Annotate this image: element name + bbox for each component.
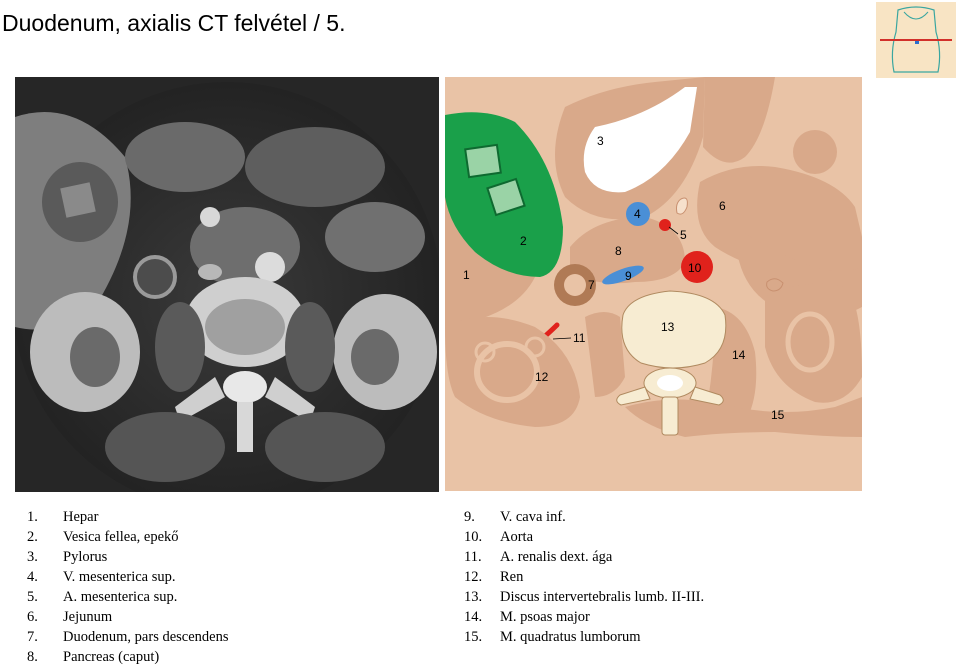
legend-item [27, 607, 229, 627]
diagram-label-5: 5 [680, 228, 687, 242]
diagram-label-1: 1 [463, 268, 470, 282]
legend-item [464, 587, 704, 607]
ct-duodenum [135, 257, 175, 297]
legend-number: 10. [464, 529, 483, 545]
legend-left [27, 507, 229, 667]
ct-smv [200, 207, 220, 227]
diagram-label-15: 15 [771, 408, 785, 422]
diagram-label-4: 4 [634, 207, 641, 221]
ct-aorta [255, 252, 285, 282]
legend-label: Pancreas (caput) [63, 649, 160, 665]
legend-label: Vesica fellea, epekő [63, 529, 179, 545]
page-title: Duodenum, axialis CT felvétel / 5. [2, 10, 346, 36]
diagram-label-12: 12 [535, 370, 549, 384]
legend-label: Duodenum, pars descendens [63, 629, 229, 645]
legend-label: Hepar [63, 509, 99, 525]
legend-number: 5. [27, 589, 38, 605]
diagram-label-11: 11 [573, 331, 586, 345]
sma-vessel [659, 219, 671, 231]
legend-label: Aorta [500, 529, 534, 545]
legend-item [464, 507, 704, 527]
gallstone-1 [465, 145, 501, 177]
legend-label: Discus intervertebralis lumb. II-III. [500, 589, 705, 605]
legend-label: Pylorus [63, 549, 108, 565]
legend-label: Ren [500, 569, 524, 585]
legend-number: 9. [464, 509, 475, 525]
diagram-label-10: 10 [688, 261, 702, 275]
duodenum-marker [915, 41, 919, 44]
diagram-label-2: 2 [520, 234, 527, 248]
legend-item [464, 627, 704, 647]
legend-label: V. cava inf. [500, 509, 566, 525]
legend-label: A. renalis dext. ága [500, 549, 613, 565]
ct-spinal-canal [223, 371, 267, 403]
legend-number: 8. [27, 649, 38, 665]
ct-psoas-left [285, 302, 335, 392]
legend-number: 12. [464, 569, 483, 585]
ct-stomach [125, 122, 245, 192]
legend-number: 15. [464, 629, 483, 645]
legend-number: 3. [27, 549, 38, 565]
legend-label: M. quadratus lumborum [500, 629, 641, 645]
diagram-label-7: 7 [588, 278, 595, 292]
legend-item [27, 567, 229, 587]
legend-label: V. mesenterica sup. [63, 569, 176, 585]
legend-number: 13. [464, 589, 483, 605]
ct-ivc [198, 264, 222, 280]
orientation-thumbnail [876, 2, 956, 78]
legend-item [27, 647, 229, 667]
legend-item [464, 547, 704, 567]
ct-jejunum [325, 202, 425, 272]
anatomy-diagram [445, 77, 862, 491]
diagram-label-8: 8 [615, 244, 622, 258]
legend-label: Jejunum [63, 609, 113, 625]
legend-label: A. mesenterica sup. [63, 589, 178, 605]
ct-scan-image [15, 77, 439, 492]
diagram-label-14: 14 [732, 348, 746, 362]
legend-right [464, 507, 704, 647]
legend-item [27, 627, 229, 647]
legend-item [464, 607, 704, 627]
legend-number: 1. [27, 509, 38, 525]
diagram-label-13: 13 [661, 320, 675, 334]
legend-number: 14. [464, 609, 483, 625]
diagram-label-6: 6 [719, 199, 726, 213]
legend-number: 6. [27, 609, 38, 625]
spinous-process [662, 397, 678, 435]
diagram-label-3: 3 [597, 134, 604, 148]
diagram-label-9: 9 [625, 269, 632, 283]
legend-label: M. psoas major [500, 609, 590, 625]
legend-item [464, 527, 704, 547]
legend-number: 7. [27, 629, 38, 645]
legend-number: 2. [27, 529, 38, 545]
legend-item [27, 547, 229, 567]
legend-number: 4. [27, 569, 38, 585]
legend-item [464, 567, 704, 587]
legend-item [27, 587, 229, 607]
legend-item [27, 507, 229, 527]
legend-item [27, 527, 229, 547]
legend-number: 11. [464, 549, 482, 565]
ct-spinous-process [237, 402, 253, 452]
ct-psoas-right [155, 302, 205, 392]
